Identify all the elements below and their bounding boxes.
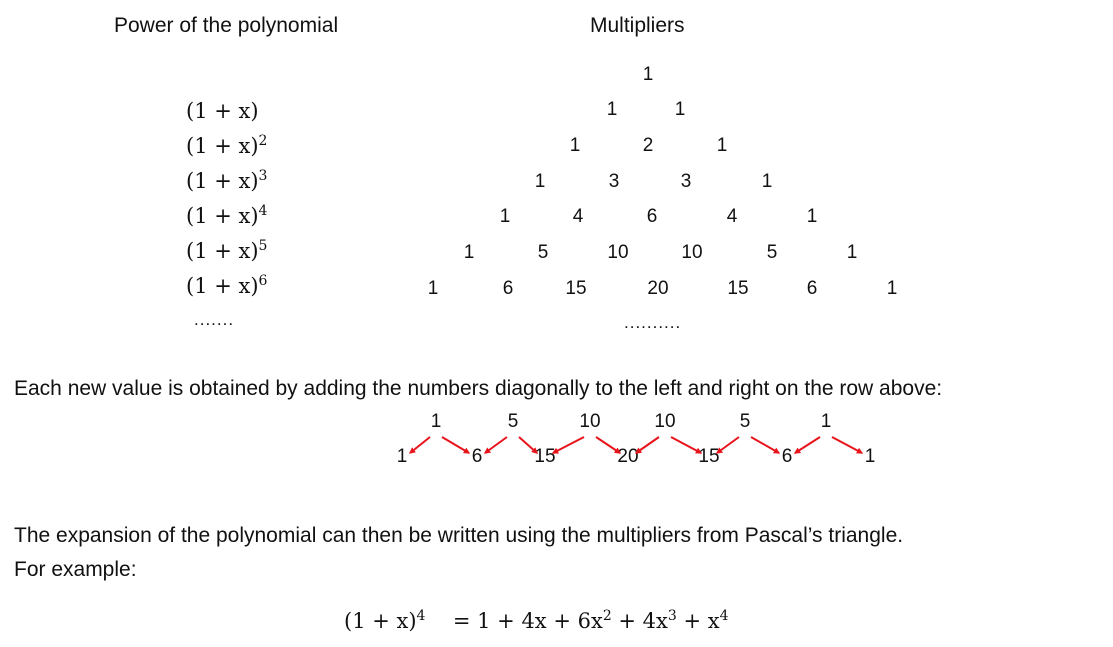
triangle-number: 4 bbox=[726, 206, 738, 227]
polynomial-row: $(1 + x)^4$ bbox=[186, 203, 268, 228]
polynomial-ellipsis: ....... bbox=[194, 310, 235, 329]
example-label: For example: bbox=[14, 558, 137, 581]
expansion-text: The expansion of the polynomial can then be written using the multipliers from Pascal’s triangle. bbox=[14, 524, 904, 547]
polynomial-row: (1 + x) bbox=[186, 99, 259, 123]
explanation-text: Each new value is obtained by adding the numbers diagonally to the left and right on the row above: bbox=[14, 377, 943, 400]
triangle-number: 6 bbox=[646, 206, 658, 227]
equation-lhs: $(1 + x)^4$ bbox=[344, 608, 426, 633]
upper-number: 1 bbox=[820, 411, 832, 432]
expansion-equation bbox=[344, 608, 729, 633]
triangle-number: 1 bbox=[606, 99, 618, 120]
triangle-number: 1 bbox=[886, 278, 898, 299]
arrow-left bbox=[485, 437, 507, 453]
triangle-number: 1 bbox=[674, 99, 686, 120]
triangle-number: 1 bbox=[846, 242, 858, 263]
polynomial-row: $(1 + x)^2$ bbox=[186, 133, 268, 158]
triangle-number: 3 bbox=[608, 171, 620, 192]
arrow-left bbox=[795, 437, 820, 453]
arrow-left bbox=[717, 437, 739, 453]
triangle-number: 4 bbox=[572, 206, 584, 227]
triangle-number: 5 bbox=[537, 242, 549, 263]
triangle-number: 1 bbox=[716, 135, 728, 156]
upper-number: 10 bbox=[579, 411, 601, 432]
triangle-number: 1 bbox=[761, 171, 773, 192]
arrow-left bbox=[636, 437, 659, 453]
arrow-right bbox=[442, 437, 469, 453]
triangle-number: 15 bbox=[565, 278, 587, 299]
triangle-number: 2 bbox=[642, 135, 654, 156]
triangle-number: 3 bbox=[680, 171, 692, 192]
upper-number: 5 bbox=[507, 411, 519, 432]
triangle-number: 10 bbox=[681, 242, 703, 263]
arrow-right bbox=[671, 437, 701, 453]
triangle-number: 1 bbox=[534, 171, 546, 192]
triangle-number: 1 bbox=[427, 278, 439, 299]
arrow-right bbox=[751, 437, 779, 453]
equation-equals: = bbox=[452, 609, 471, 633]
upper-number: 1 bbox=[430, 411, 442, 432]
lower-number: 1 bbox=[396, 446, 408, 467]
triangle-number: 15 bbox=[727, 278, 749, 299]
arrow-right bbox=[519, 437, 537, 453]
triangle-number: 6 bbox=[806, 278, 818, 299]
arrow-right bbox=[596, 437, 620, 453]
lower-number: 15 bbox=[534, 446, 556, 467]
power-heading: Power of the polynomial bbox=[114, 14, 339, 37]
upper-number: 10 bbox=[654, 411, 676, 432]
lower-number: 6 bbox=[471, 446, 483, 467]
lower-number: 6 bbox=[781, 446, 793, 467]
arrow-left bbox=[410, 437, 430, 453]
triangle-number: 1 bbox=[463, 242, 475, 263]
upper-number: 5 bbox=[739, 411, 751, 432]
triangle-number: 10 bbox=[607, 242, 629, 263]
triangle-number: 1 bbox=[806, 206, 818, 227]
multipliers-heading: Multipliers bbox=[590, 14, 685, 37]
triangle-number: 6 bbox=[502, 278, 514, 299]
lower-number: 20 bbox=[617, 446, 639, 467]
arrow-left bbox=[553, 437, 584, 453]
triangle-number: 1 bbox=[642, 64, 654, 85]
polynomial-row: $(1 + x)^6$ bbox=[186, 273, 268, 298]
triangle-number: 1 bbox=[499, 206, 511, 227]
arrow-right bbox=[832, 437, 862, 453]
triangle-ellipsis: .......... bbox=[624, 313, 682, 332]
triangle-number: 5 bbox=[766, 242, 778, 263]
lower-number: 1 bbox=[864, 446, 876, 467]
lower-number: 15 bbox=[698, 446, 720, 467]
triangle-number: 1 bbox=[569, 135, 581, 156]
triangle-number: 20 bbox=[647, 278, 669, 299]
polynomial-row: $(1 + x)^3$ bbox=[186, 168, 268, 193]
polynomial-row: $(1 + x)^5$ bbox=[186, 238, 268, 263]
equation-rhs: $1 + 4x + 6x^2 + 4x^3 + x^4$ bbox=[477, 608, 729, 633]
